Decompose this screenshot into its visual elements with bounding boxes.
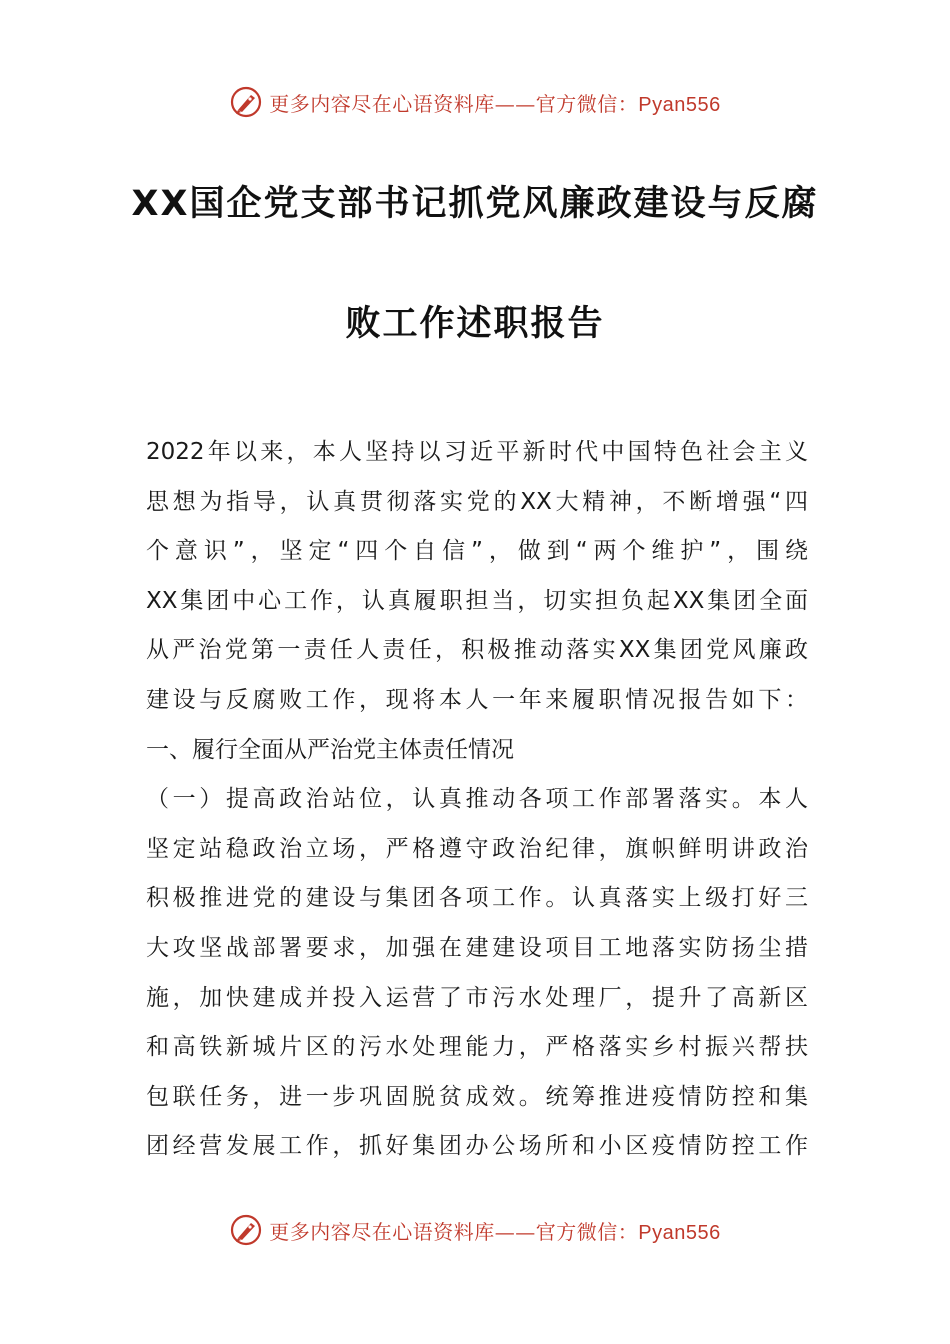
body-line: 积极推进党的建设与集团各项工作。认真落实上级打好三 xyxy=(146,885,808,912)
section-heading: 一、履行全面从严治党主体责任情况 xyxy=(146,736,514,763)
body-line: 大攻坚战部署要求，加强在建建设项目工地落实防扬尘措 xyxy=(146,934,808,961)
body-line: （一）提高政治站位，认真推动各项工作部署落实。本人 xyxy=(146,786,808,813)
body-line: 团经营发展工作，抓好集团办公场所和小区疫情防控工作 xyxy=(146,1133,808,1160)
pen-nib-circle-icon xyxy=(229,85,263,119)
body-line: 坚定站稳政治立场，严格遵守政治纪律，旗帜鲜明讲政治 xyxy=(146,835,808,862)
document-body xyxy=(146,428,808,1172)
body-line: 和高铁新城片区的污水处理能力，严格落实乡村振兴帮扶 xyxy=(146,1034,808,1061)
watermark-text: 更多内容尽在心语资料库——官方微信：Pyan556 xyxy=(269,91,721,116)
pen-nib-circle-icon xyxy=(229,1213,263,1247)
body-line: 思想为指导，认真贯彻落实党的XX大精神，不断增强“四 xyxy=(146,488,808,515)
body-line: 2022年以来，本人坚持以习近平新时代中国特色社会主义 xyxy=(146,439,808,465)
body-line: 个意识”，坚定“四个自信”，做到“两个维护”，围绕 xyxy=(146,538,808,565)
body-line: 从严治党第一责任人责任，积极推动落实XX集团党风廉政 xyxy=(146,637,808,664)
body-line: 建设与反腐败工作，现将本人一年来履职情况报告如下： xyxy=(146,686,808,713)
body-line: 包联任务，进一步巩固脱贫成效。统筹推进疫情防控和集 xyxy=(146,1083,808,1110)
watermark-footer xyxy=(0,1210,950,1250)
document-title-line-2: 败工作述职报告 xyxy=(345,304,605,344)
document-title-line-1: XX国企党支部书记抓党风廉政建设与反腐 xyxy=(131,184,819,224)
watermark-header xyxy=(0,82,950,122)
watermark-text: 更多内容尽在心语资料库——官方微信：Pyan556 xyxy=(269,1219,721,1244)
body-line: 施，加快建成并投入运营了市污水处理厂，提升了高新区 xyxy=(146,984,808,1011)
body-line: XX集团中心工作，认真履职担当，切实担负起XX集团全面 xyxy=(146,587,808,614)
